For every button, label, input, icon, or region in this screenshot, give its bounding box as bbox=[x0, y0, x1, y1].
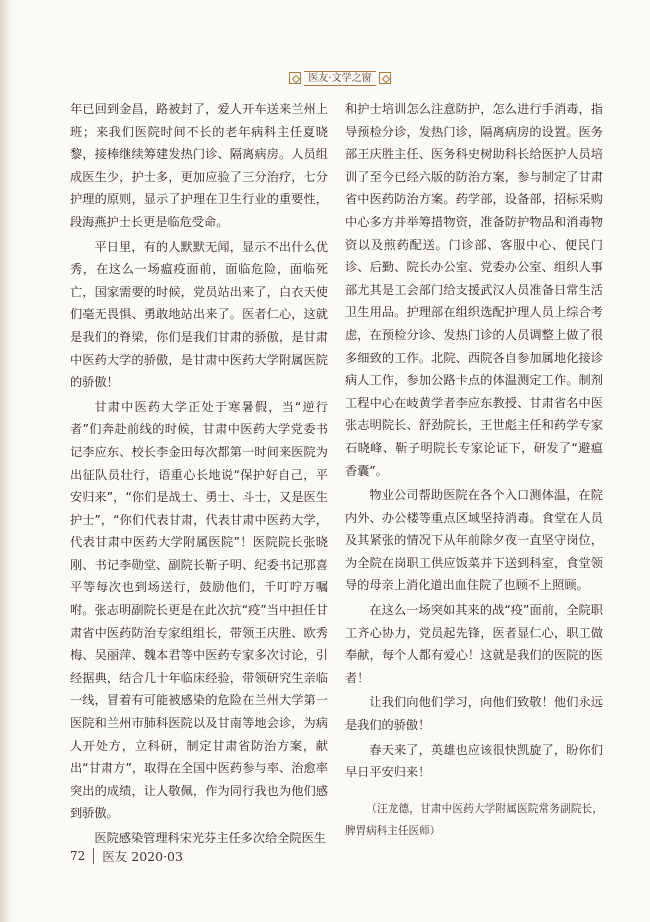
left-column bbox=[70, 98, 328, 850]
page-number: 72 bbox=[70, 849, 86, 863]
paragraph: 让我们向他们学习，向他们致敬！他们永远是我们的骄傲！ bbox=[345, 695, 603, 733]
page-gutter-shadow bbox=[0, 0, 14, 922]
ornament-right-icon bbox=[379, 72, 391, 84]
section-title: 医友·文学之窗 bbox=[304, 71, 375, 86]
author-credit: （汪龙德，甘肃中医药大学附属医院常务副院长，脾胃病科主任医师） bbox=[345, 802, 603, 837]
paragraph: 在这么一场突如其来的战“疫”面前，全院职工齐心协力，党员起先锋，医者显仁心，职工做奉献，每个人都有爱心！这就是我们的医院的医者！ bbox=[345, 603, 603, 685]
paragraph: 物业公司帮助医院在各个入口测体温，在院内外、办公楼等重点区域坚持消毒。食堂在人员及其紧张的情况下从年前除夕夜一直坚守岗位，为全院在岗职工供应饭菜并下送到科室，食堂领导的母亲上消化道出血住院了也顾不上照顾。 bbox=[345, 488, 603, 593]
page-footer bbox=[70, 845, 183, 867]
right-column bbox=[345, 98, 603, 842]
ornament-left-icon bbox=[289, 72, 301, 84]
footer-divider bbox=[93, 848, 94, 864]
paragraph: 甘肃中医药大学正处于寒暑假，当“逆行者”们奔赴前线的时候，甘肃中医药大学党委书记李应东、校长李金田每次都第一时间来医院为出征队员壮行，语重心长地说“保护好自己，平安归来”，“你们是战士、勇士、斗士，又是医生护士”，“你们代表甘肃，代表甘肃中医药大学，代表甘肃中医药大学附属医院”！医院院长张晓刚、书记李勋堂、副院长靳子明、纪委书记那喜平等每次也到场送行，鼓励他们，千叮咛万嘱咐。张志明副院长更是在此次抗“疫”当中担任甘肃省中医药防治专家组组长，带领王庆胜、欧秀梅、吴丽萍、魏本君等中医药专家多次讨论，引经据典，结合几十年临床经验，带领研究生亲临一线，冒着有可能被感染的危险在兰州大学第一医院和兰州市肺科医院以及甘南等地会诊，为病人开处方，立科研，制定甘肃省防治方案，献出“甘肃方”，取得在全国中医药参与率、治愈率突出的成绩，让人敬佩，作为同行我也为他们感到骄傲。 bbox=[70, 399, 328, 821]
paragraph: 和护士培训怎么注意防护，怎么进行手消毒，指导预检分诊，发热门诊，隔离病房的设置。医务部王庆胜主任、医务科史树助科长给医护人员培训了至今已经六版的防治方案，参与制定了甘肃省中医药防治方案。药学部，设备部，招标采购中心多方并举筹措物资，准备防护物品和消毒物资以及煎药配送。门诊部、客服中心、便民门诊、后勤、院长办公室、党委办公室、组织人事部尤其是工会部门给支援武汉人员准备日常生活卫生用品。护理部在组织选配护理人员上综合考虑，在预检分诊、发热门诊的人员调整上做了很多细致的工作。北院、西院各自参加属地化接诊病人工作，参加公路卡点的体温测定工作。制剂工程中心在岐黄学者李应东教授、甘肃省名中医张志明院长、舒劲院长，王世彪主任和药学专家石晓峰、靳子明院长专家论证下，研发了“避瘟香囊”。 bbox=[345, 102, 603, 478]
paragraph: 年已回到金昌，路被封了，爱人开车送来兰州上班；来我们医院时间不长的老年病科主任夏晓黎，接棒继续筹建发热门诊、隔离病房。人员组成医生少，护士多，更加应验了三分治疗，七分护理的原则，显示了护理在卫生行业的重要性，段海燕护士长更是临危受命。 bbox=[70, 102, 328, 229]
section-banner bbox=[286, 70, 394, 86]
journal-issue: 医友 2020·03 bbox=[102, 849, 183, 864]
paragraph: 平日里，有的人默默无闻，显示不出什么优秀，在这么一场瘟疫面前，面临危险，面临死亡，国家需要的时候，党员站出来了，白衣天使们毫无畏惧、勇敢地站出来了。医者仁心，这就是我们的脊梁，你们是我们甘肃的骄傲，是甘肃中医药大学的骄傲，是甘肃中医药大学附属医院的骄傲！ bbox=[70, 239, 328, 390]
paragraph: 医院感染管理科宋光芬主任多次给全院医生 bbox=[94, 831, 326, 845]
paragraph: 春天来了，英雄也应该很快凯旋了，盼你们早日平安归来！ bbox=[345, 742, 603, 780]
